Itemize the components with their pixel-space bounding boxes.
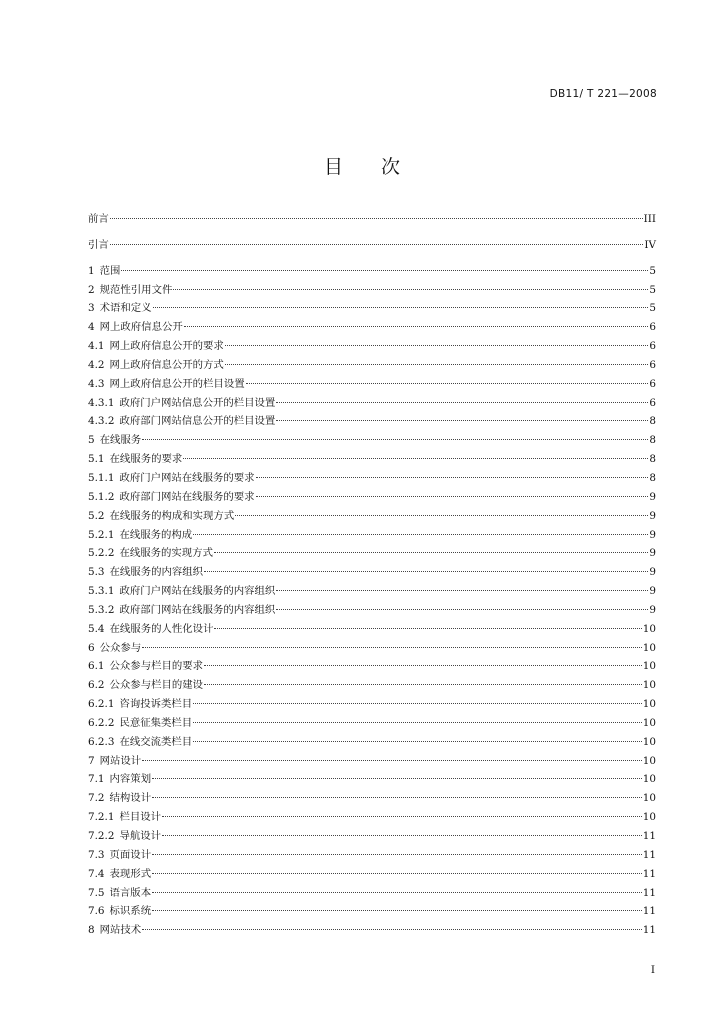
toc-entry-number: 7 — [88, 754, 95, 767]
document-code: DB11/ T 221—2008 — [549, 88, 657, 100]
toc-entry-page: 10 — [642, 773, 656, 786]
toc-entry-page: 11 — [642, 924, 656, 937]
toc-entry-page: 8 — [649, 453, 656, 466]
toc-entry-number: 5.3.1 — [88, 585, 115, 598]
toc-entry[interactable] — [88, 526, 656, 545]
toc-entry-number: 8 — [88, 924, 95, 937]
toc-entry[interactable] — [88, 281, 656, 300]
toc-entry[interactable] — [88, 507, 656, 526]
toc-entry-title: 栏目设计 — [119, 811, 162, 824]
toc-dot-leader — [152, 778, 642, 779]
toc-entry-number: 5.1.1 — [88, 471, 115, 484]
toc-entry[interactable] — [88, 318, 656, 337]
toc-dot-leader — [193, 741, 642, 742]
toc-dot-leader — [110, 218, 643, 219]
toc-entry[interactable] — [88, 789, 656, 808]
toc-entry-number: 5.2 — [88, 509, 105, 522]
toc-entry-title: 网上政府信息公开的栏目设置 — [109, 377, 245, 390]
toc-dot-leader — [193, 722, 642, 723]
toc-entry[interactable] — [88, 488, 656, 507]
toc-dot-leader — [276, 420, 648, 421]
toc-dot-leader — [225, 345, 649, 346]
toc-entry[interactable] — [88, 469, 656, 488]
toc-entry-title: 页面设计 — [109, 848, 152, 861]
toc-entry-page: 8 — [649, 415, 656, 428]
toc-entry-title: 在线服务的要求 — [109, 453, 183, 466]
toc-entry-number: 6.2.1 — [88, 698, 115, 711]
toc-dot-leader — [214, 628, 641, 629]
toc-entry-number: 5.4 — [88, 622, 105, 635]
toc-entry-number: 7.3 — [88, 848, 105, 861]
toc-entry-title: 在线服务的实现方式 — [119, 547, 213, 560]
toc-entry-title: 在线服务 — [99, 434, 142, 447]
toc-entry-number: 6.1 — [88, 660, 105, 673]
toc-dot-leader — [276, 402, 648, 403]
toc-entry[interactable] — [88, 884, 656, 903]
toc-entry-title: 在线交流类栏目 — [119, 735, 193, 748]
toc-entry-number: 4.3.2 — [88, 415, 115, 428]
toc-dot-leader — [193, 703, 642, 704]
page-number: I — [650, 964, 655, 976]
toc-entry[interactable] — [88, 236, 656, 255]
toc-entry-page: 10 — [642, 679, 656, 692]
toc-entry-page: 11 — [642, 830, 656, 842]
toc-entry-title: 网站技术 — [99, 924, 142, 937]
toc-entry-title: 在线服务的构成和实现方式 — [109, 509, 235, 522]
toc-entry-number: 5.3 — [88, 566, 105, 579]
toc-dot-leader — [162, 835, 642, 836]
toc-entry-number: 5.1.2 — [88, 490, 115, 503]
toc-entry-page: IV — [644, 238, 656, 251]
toc-entry-title: 咨询投诉类栏目 — [119, 698, 193, 711]
toc-entry-page: 10 — [642, 735, 656, 748]
toc-entry-page: 6 — [649, 396, 656, 409]
toc-dot-leader — [214, 552, 648, 553]
toc-entry-page: 10 — [642, 754, 656, 767]
toc-entry[interactable] — [88, 337, 656, 356]
toc-entry-number: 4.3 — [88, 377, 105, 390]
toc-dot-leader — [153, 307, 649, 308]
toc-entry[interactable] — [88, 733, 656, 752]
toc-entry-page: 5 — [649, 283, 656, 296]
toc-entry-title: 标识系统 — [109, 905, 152, 918]
toc-dot-leader — [246, 383, 649, 384]
toc-entry-number: 7.2.2 — [88, 830, 115, 842]
toc-entry-title: 引言 — [88, 238, 109, 251]
toc-entry-title: 网站设计 — [99, 754, 142, 767]
toc-entry-page: 9 — [649, 585, 656, 598]
toc-dot-leader — [121, 270, 648, 271]
toc-entry[interactable] — [88, 846, 656, 865]
toc-entry-title: 结构设计 — [109, 792, 152, 805]
toc-entry[interactable] — [88, 431, 656, 450]
toc-entry-page: 10 — [642, 641, 656, 654]
toc-entry[interactable] — [88, 657, 656, 676]
toc-dot-leader — [256, 477, 649, 478]
toc-entry-title: 民意征集类栏目 — [119, 716, 193, 729]
toc-entry-page: 6 — [649, 340, 656, 353]
toc-entry-page: 5 — [649, 264, 656, 277]
toc-entry[interactable] — [88, 676, 656, 695]
toc-dot-leader — [276, 609, 648, 610]
toc-dot-leader — [142, 760, 642, 761]
toc-entry-number: 5.1 — [88, 453, 105, 466]
toc-entry-page: 9 — [649, 603, 656, 616]
toc-entry[interactable] — [88, 262, 656, 281]
toc-entry-title: 内容策划 — [109, 773, 152, 786]
toc-entry[interactable] — [88, 921, 656, 940]
toc-entry[interactable] — [88, 210, 656, 229]
toc-entry-title: 政府部门网站在线服务的内容组织 — [119, 603, 276, 616]
toc-dot-leader — [152, 892, 642, 893]
toc-entry[interactable] — [88, 639, 656, 658]
toc-entry-number: 7.2 — [88, 792, 105, 805]
toc-entry[interactable] — [88, 544, 656, 563]
toc-entry-title: 在线服务的人性化设计 — [109, 622, 214, 635]
toc-entry-title: 网上政府信息公开的要求 — [109, 340, 224, 353]
toc-entry[interactable] — [88, 808, 656, 827]
toc-entry-page: 10 — [642, 716, 656, 729]
toc-dot-leader — [204, 665, 642, 666]
toc-entry-page: 6 — [649, 377, 656, 390]
toc-entry-title: 公众参与栏目的建设 — [109, 679, 204, 692]
toc-entry-page: 8 — [649, 471, 656, 484]
toc-entry-number: 5 — [88, 434, 95, 447]
toc-entry-number: 2 — [88, 283, 95, 296]
toc-dot-leader — [276, 590, 648, 591]
toc-entry-title: 公众参与 — [99, 641, 142, 654]
toc-entry-page: 5 — [649, 302, 656, 315]
toc-dot-leader — [142, 439, 648, 440]
toc-entry-number: 4.2 — [88, 358, 105, 371]
toc-dot-leader — [225, 364, 649, 365]
toc-entry[interactable] — [88, 827, 656, 846]
toc-entry-number: 7.1 — [88, 773, 105, 786]
toc-entry-number: 1 — [88, 264, 95, 277]
toc-entry-number: 5.2.1 — [88, 528, 115, 541]
toc-entry-title: 公众参与栏目的要求 — [109, 660, 204, 673]
toc-entry-number: 3 — [88, 302, 95, 315]
toc-entry-page: 11 — [642, 905, 656, 918]
toc-entry-number: 4 — [88, 321, 95, 334]
toc-entry-page: 9 — [649, 490, 656, 503]
toc-entry-title: 政府部门网站信息公开的栏目设置 — [119, 415, 276, 428]
toc-entry-page: 9 — [649, 509, 656, 522]
toc-entry-number: 6 — [88, 641, 95, 654]
toc-entry-number: 6.2.2 — [88, 716, 115, 729]
toc-entry-number: 5.2.2 — [88, 547, 115, 560]
toc-entry-page: 9 — [649, 566, 656, 579]
toc-entry-page: 9 — [649, 547, 656, 560]
toc-dot-leader — [142, 929, 642, 930]
toc-dot-leader — [110, 244, 644, 245]
toc-entry-number: 4.1 — [88, 340, 105, 353]
toc-entry-number: 7.2.1 — [88, 811, 115, 824]
toc-entry-page: 10 — [642, 792, 656, 805]
toc-entry-title: 术语和定义 — [99, 302, 152, 315]
toc-entry-page: 11 — [642, 886, 656, 899]
toc-entry-title: 导航设计 — [119, 830, 162, 842]
toc-entry[interactable] — [88, 356, 656, 375]
toc-dot-leader — [256, 496, 649, 497]
toc-dot-leader — [183, 458, 648, 459]
toc-dot-leader — [152, 873, 642, 874]
toc-dot-leader — [162, 816, 642, 817]
toc-entry[interactable] — [88, 770, 656, 789]
toc-entry-title: 政府门户网站在线服务的内容组织 — [119, 585, 276, 598]
toc-entry-number: 6.2 — [88, 679, 105, 692]
toc-entry[interactable] — [88, 714, 656, 733]
toc-entry-title: 政府门户网站在线服务的要求 — [119, 471, 255, 484]
toc-entry[interactable] — [88, 865, 656, 884]
toc-entry-title: 网上政府信息公开 — [99, 321, 183, 334]
toc-entry-page: 8 — [649, 434, 656, 447]
toc-entry-title: 规范性引用文件 — [99, 283, 173, 296]
toc-entry-page: 10 — [642, 698, 656, 711]
toc-entry-page: 6 — [649, 358, 656, 371]
toc-entry-title: 语言版本 — [109, 886, 152, 899]
toc-entry[interactable] — [88, 450, 656, 469]
toc-entry[interactable] — [88, 375, 656, 394]
toc-dot-leader — [204, 684, 642, 685]
toc-entry[interactable] — [88, 412, 656, 431]
toc-entry-page: 10 — [642, 811, 656, 824]
toc-entry-page: III — [643, 213, 656, 225]
toc-dot-leader — [173, 289, 648, 290]
toc-entry[interactable] — [88, 299, 656, 318]
toc-entry[interactable] — [88, 902, 656, 921]
toc-entry[interactable] — [88, 601, 656, 620]
toc-entry-page: 6 — [649, 321, 656, 334]
toc-entry-page: 10 — [642, 660, 656, 673]
toc-dot-leader — [142, 647, 642, 648]
toc-entry-title: 网上政府信息公开的方式 — [109, 358, 224, 371]
toc-entry-number: 6.2.3 — [88, 735, 115, 748]
toc-dot-leader — [152, 854, 642, 855]
toc-entry-title: 表现形式 — [109, 867, 152, 880]
toc-entry[interactable] — [88, 620, 656, 639]
toc-entry-title: 政府门户网站信息公开的栏目设置 — [119, 396, 276, 409]
toc-entry[interactable] — [88, 582, 656, 601]
toc-dot-leader — [204, 571, 648, 572]
toc-entry-number: 7.6 — [88, 905, 105, 918]
toc-entry[interactable] — [88, 563, 656, 582]
toc-entry-number: 7.5 — [88, 886, 105, 899]
toc-entry-number: 4.3.1 — [88, 396, 115, 409]
toc-entry-page: 11 — [642, 848, 656, 861]
page-title: 目次 — [323, 156, 438, 178]
toc-entry-page: 9 — [649, 528, 656, 541]
toc-entry-page: 10 — [642, 622, 656, 635]
toc-dot-leader — [152, 797, 642, 798]
toc-entry-title: 前言 — [88, 213, 109, 225]
toc-dot-leader — [152, 910, 642, 911]
toc-entry[interactable] — [88, 394, 656, 413]
table-of-contents — [88, 210, 656, 940]
toc-dot-leader — [184, 326, 649, 327]
toc-entry-number: 7.4 — [88, 867, 105, 880]
toc-dot-leader — [235, 515, 648, 516]
toc-entry-number: 5.3.2 — [88, 603, 115, 616]
toc-dot-leader — [193, 534, 648, 535]
toc-entry[interactable] — [88, 752, 656, 771]
toc-entry[interactable] — [88, 695, 656, 714]
toc-entry-title: 范围 — [99, 264, 121, 277]
toc-entry-title: 在线服务的内容组织 — [109, 566, 204, 579]
toc-entry-title: 政府部门网站在线服务的要求 — [119, 490, 255, 503]
toc-entry-title: 在线服务的构成 — [119, 528, 193, 541]
toc-entry-page: 11 — [642, 867, 656, 880]
